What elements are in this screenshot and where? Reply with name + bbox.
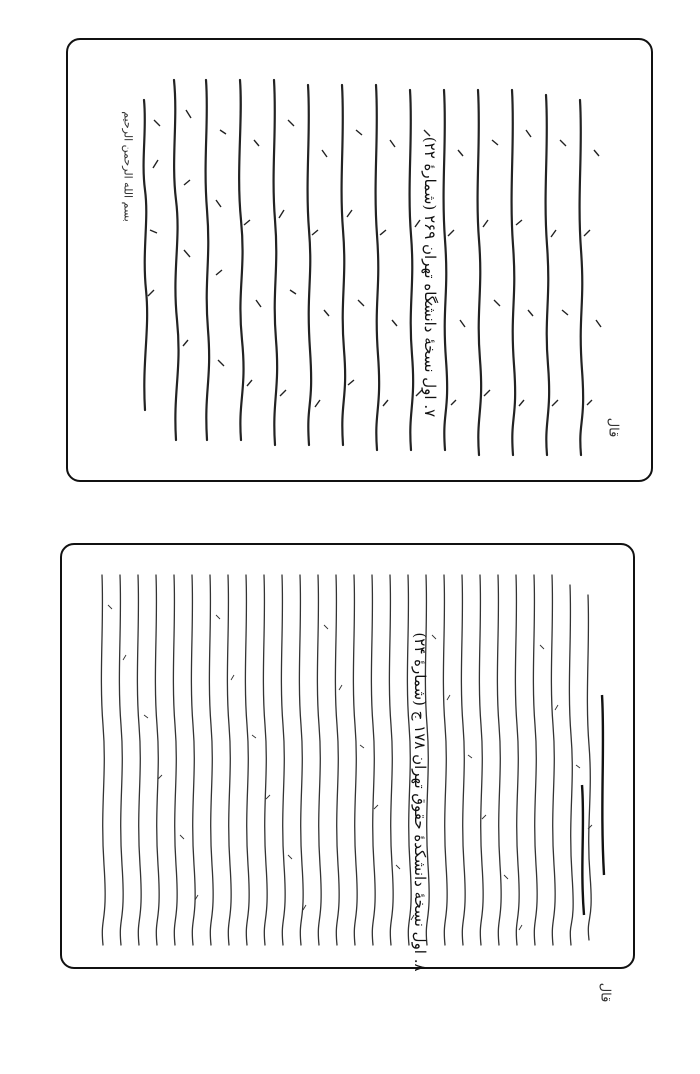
manuscript-image-frame — [60, 543, 635, 969]
manuscript-margin-mark: قال — [597, 982, 613, 1003]
manuscript-heading-note: بسم الله الرحمن الرحیم — [121, 111, 135, 222]
manuscript-caption: ۷. اول نسخهٔ دانشگاه تهران ۲۶۹ (شمارهٔ ۲۲) — [421, 136, 439, 418]
manuscript-panel-bottom — [0, 537, 700, 1074]
manuscript-margin-mark: قال — [605, 417, 621, 438]
handwritten-text-block — [62, 545, 635, 969]
manuscript-image-frame — [66, 38, 653, 482]
handwritten-text-block — [68, 40, 653, 482]
manuscript-caption: ۸. اول نسخهٔ دانشکدهٔ حقوق تهران ۱۷۸ ج (شمارهٔ ۲۴) — [411, 632, 429, 972]
